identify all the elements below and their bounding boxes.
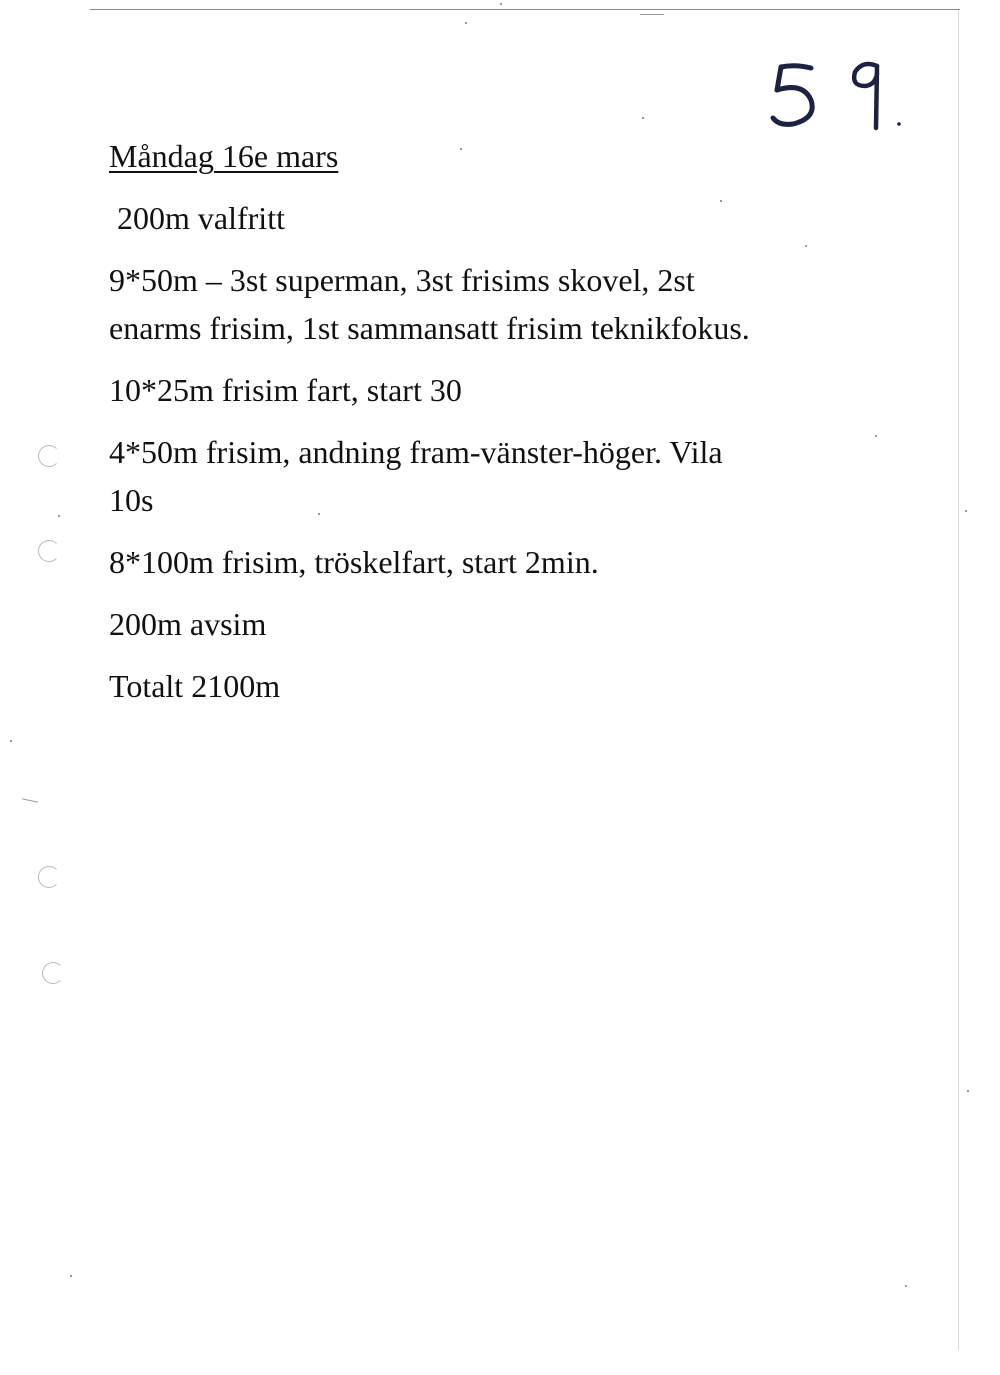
scan-edge-right — [958, 10, 959, 1350]
workout-line: 4*50m frisim, andning fram-vänster-höger. Vila — [109, 434, 723, 470]
scan-speck — [642, 117, 644, 119]
scan-speck — [70, 1275, 72, 1277]
punch-hole — [38, 445, 60, 467]
workout-line: 10s — [109, 482, 154, 518]
punch-hole — [38, 540, 60, 562]
scan-speck — [500, 3, 502, 5]
scan-speck — [967, 1090, 969, 1092]
punch-hole — [38, 866, 60, 888]
workout-line: 200m valfritt — [109, 200, 285, 236]
scan-speck — [58, 515, 60, 517]
scan-edge-top — [90, 9, 960, 10]
workout-line: enarms frisim, 1st sammansatt frisim teknikfokus. — [109, 310, 750, 346]
handwritten-page-number — [765, 52, 915, 137]
document-body — [109, 133, 869, 709]
workout-line: 8*100m frisim, tröskelfart, start 2min. — [109, 544, 599, 580]
workout-line: 9*50m – 3st superman, 3st frisims skovel, 2st — [109, 262, 695, 298]
scan-speck — [875, 435, 877, 437]
scan-speck — [905, 1285, 907, 1287]
heading-text: Måndag 16e mars — [109, 138, 339, 174]
workout-line: 10*25m frisim fart, start 30 — [109, 372, 462, 408]
workout-line: 200m avsim — [109, 606, 267, 642]
workout-line: Totalt 2100m — [109, 668, 281, 704]
scan-speck — [10, 740, 12, 742]
document-heading — [109, 133, 869, 179]
scan-mark — [22, 798, 38, 802]
scan-mark — [640, 14, 664, 15]
punch-hole — [42, 962, 64, 984]
scan-speck — [965, 510, 967, 512]
scan-speck — [465, 22, 467, 24]
